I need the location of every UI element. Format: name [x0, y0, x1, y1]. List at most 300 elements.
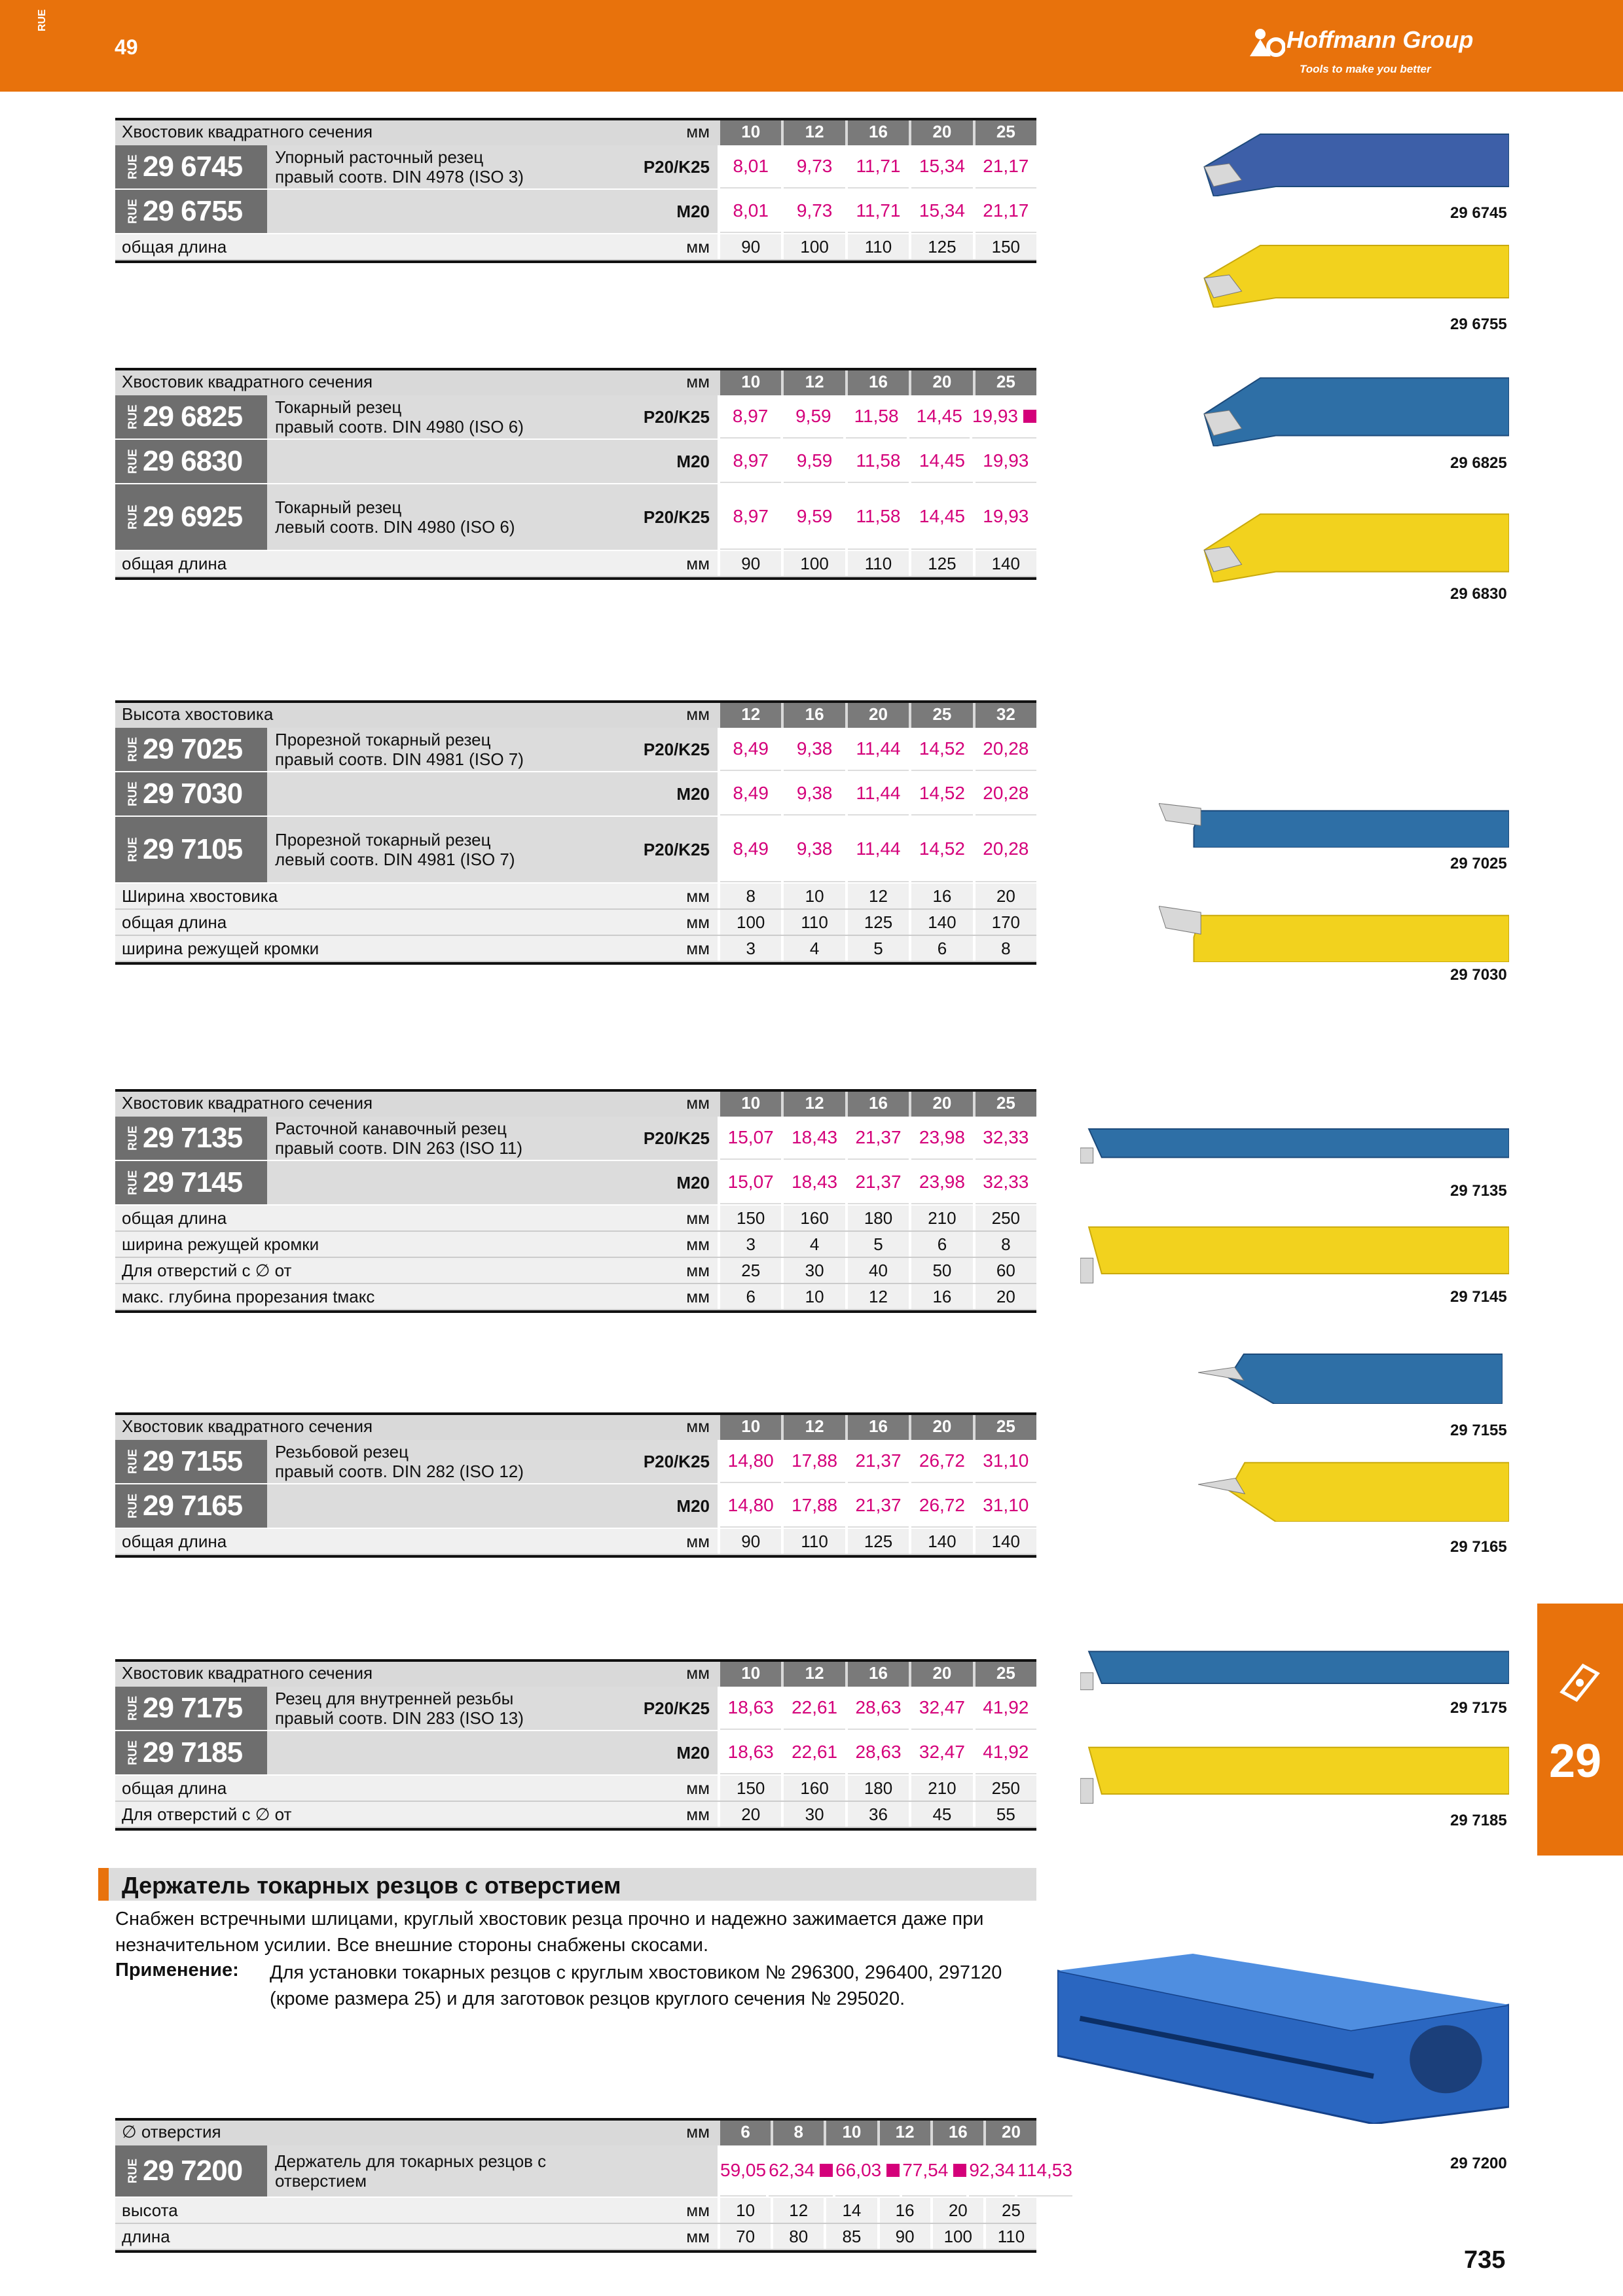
table-bottom-rule [115, 1310, 1036, 1313]
price-cell [784, 772, 845, 816]
product-row [115, 1731, 1036, 1774]
product-row [115, 1161, 1036, 1204]
price-cell [784, 1731, 845, 1774]
header-unit: мм [686, 704, 710, 724]
detail-value: 20 [976, 884, 1036, 908]
size-column: 20 [911, 1415, 972, 1440]
availability-marker [1023, 410, 1036, 423]
detail-value: 160 [784, 1206, 845, 1230]
product-code: 29 6755 [143, 195, 243, 227]
detail-unit: мм [600, 1776, 718, 1801]
product-code: 29 7165 [143, 1490, 243, 1522]
product-row [115, 145, 1036, 188]
detail-value: 14 [826, 2198, 877, 2223]
size-column: 25 [976, 1415, 1036, 1440]
size-column: 12 [784, 1662, 845, 1687]
price-cell [911, 1484, 972, 1528]
price: 11,58 [854, 406, 899, 426]
size-column: 12 [784, 1415, 845, 1440]
table-header-row [115, 2118, 1036, 2145]
price-cell [976, 1161, 1036, 1204]
price: 32,47 [919, 1697, 965, 1717]
price: 14,45 [919, 506, 965, 526]
product-description-cell [267, 1484, 600, 1528]
price: 77,54 [902, 2160, 949, 2180]
detail-value: 100 [784, 234, 845, 259]
detail-value: 16 [880, 2198, 930, 2223]
detail-value: 25 [720, 1258, 781, 1283]
detail-label: длина [115, 2224, 600, 2249]
product-description-cell [267, 1440, 600, 1483]
price-cell [784, 190, 845, 233]
size-columns [718, 1662, 1036, 1687]
price: 18,43 [792, 1127, 838, 1147]
header-unit: мм [686, 372, 710, 391]
image-caption: 29 7030 [1450, 966, 1507, 984]
price: 9,38 [796, 783, 833, 803]
price: 18,63 [727, 1697, 774, 1717]
detail-label: общая длина [115, 910, 600, 935]
price: 11,71 [856, 156, 901, 176]
detail-value: 36 [848, 1802, 909, 1827]
price: 19,93 [983, 450, 1029, 471]
price-cell [720, 772, 781, 816]
product-description-cell [267, 1117, 600, 1160]
size-columns [718, 2121, 1036, 2145]
product-description-cell [267, 817, 600, 882]
product-prefix: RUE [126, 1125, 139, 1151]
price-cell [976, 1440, 1036, 1483]
product-code: 29 7185 [143, 1736, 243, 1768]
product-description: правый соотв. DIN 4978 (ISO 3) [275, 167, 524, 187]
detail-value: 140 [911, 1529, 972, 1554]
detail-row [115, 1802, 1036, 1828]
size-column: 16 [784, 703, 845, 728]
size-column: 20 [911, 120, 972, 145]
price: 17,88 [792, 1495, 838, 1515]
price-cell [976, 145, 1036, 188]
product-description: левый соотв. DIN 4981 (ISO 7) [275, 850, 515, 869]
product-row [115, 440, 1036, 483]
price-cells [718, 440, 1036, 483]
price: 11,44 [856, 738, 901, 759]
price: 23,98 [919, 1127, 965, 1147]
size-column: 6 [720, 2121, 771, 2145]
size-column: 25 [911, 703, 972, 728]
lathe-tool-icon [1080, 1224, 1509, 1286]
size-column: 16 [848, 1415, 909, 1440]
table-bottom-rule [115, 1555, 1036, 1558]
product-code-cell [115, 1687, 267, 1730]
detail-value: 20 [976, 1284, 1036, 1309]
size-column: 16 [848, 120, 909, 145]
product-description: правый соотв. DIN 282 (ISO 12) [275, 1462, 524, 1481]
price-cell [848, 772, 909, 816]
lathe-tool-icon [1198, 511, 1509, 583]
lathe-tool-icon [1080, 1127, 1509, 1165]
detail-value: 85 [826, 2224, 877, 2249]
price-cell [720, 1117, 781, 1160]
price: 114,53 [1017, 2160, 1072, 2180]
product-description: Прорезной токарный резец [275, 830, 491, 850]
price-cell [911, 190, 972, 233]
brand-logo [1247, 26, 1509, 79]
product-description: Токарный резец [275, 397, 402, 417]
price-cell [911, 1440, 972, 1483]
detail-value: 125 [911, 551, 972, 576]
image-caption: 29 7155 [1450, 1422, 1507, 1439]
price: 19,93 [972, 406, 1019, 426]
lathe-tool-icon [1159, 798, 1509, 848]
detail-value: 10 [784, 1284, 845, 1309]
price-cell [720, 728, 781, 771]
price-cells [718, 1731, 1036, 1774]
size-column: 10 [826, 2121, 877, 2145]
size-column: 10 [720, 370, 781, 395]
size-columns [718, 1415, 1036, 1440]
price-cells [718, 1440, 1036, 1483]
price-cells [718, 1687, 1036, 1730]
product-grade: P20/K25 [600, 1117, 718, 1160]
header-unit: мм [686, 122, 710, 141]
size-columns [718, 120, 1036, 145]
price-cell [783, 395, 843, 439]
product-row [115, 1117, 1036, 1160]
price-cell [784, 145, 845, 188]
detail-value: 12 [773, 2198, 824, 2223]
price: 21,37 [855, 1127, 902, 1147]
price: 14,52 [919, 738, 965, 759]
detail-values [718, 1776, 1036, 1801]
header-label: Высота хвостовика [122, 704, 274, 724]
section-header [98, 1868, 1036, 1901]
price-cell [848, 817, 909, 882]
price: 32,47 [919, 1742, 965, 1762]
detail-unit: мм [600, 551, 718, 576]
product-code-cell [115, 145, 267, 188]
price-cell [784, 1440, 845, 1483]
size-column: 20 [911, 1662, 972, 1687]
price: 11,58 [856, 506, 901, 526]
price-cell [769, 2145, 833, 2197]
product-description-cell [267, 1161, 600, 1204]
tool-image [1198, 131, 1509, 200]
size-column: 12 [784, 120, 845, 145]
detail-value: 250 [976, 1206, 1036, 1230]
detail-value: 210 [911, 1776, 972, 1801]
detail-row [115, 1258, 1036, 1284]
price-cell [911, 728, 972, 771]
price-cell [848, 145, 909, 188]
size-column: 12 [720, 703, 781, 728]
detail-label: ширина режущей кромки [115, 936, 600, 961]
price: 11,58 [856, 450, 901, 471]
lathe-tool-icon [1198, 1460, 1509, 1522]
price: 9,59 [795, 406, 831, 426]
product-code-cell [115, 395, 267, 439]
price: 21,37 [855, 1450, 902, 1471]
size-column: 16 [933, 2121, 983, 2145]
image-caption: 29 6745 [1450, 204, 1507, 222]
detail-value: 100 [720, 910, 781, 935]
tool-image [1080, 1127, 1509, 1168]
detail-value: 5 [848, 1232, 909, 1257]
size-column: 10 [720, 1092, 781, 1117]
price: 41,92 [983, 1742, 1029, 1762]
product-description: Прорезной токарный резец [275, 730, 491, 749]
product-grade: M20 [600, 772, 718, 816]
detail-value: 110 [784, 1529, 845, 1554]
price-cell [848, 440, 909, 483]
detail-value: 150 [976, 234, 1036, 259]
price-cell [848, 1161, 909, 1204]
header-label: Хвостовик квадратного сечения [122, 122, 373, 141]
image-caption: 29 6830 [1450, 585, 1507, 603]
application-line1: Для установки токарных резцов с круглым хвостовиком № 296300, 296400, 297120 [270, 1962, 1002, 1983]
product-grade: P20/K25 [600, 395, 718, 439]
section-description-line2: незначительном усилии. Все внешние стороны снабжены скосами. [115, 1935, 709, 1956]
price-cell [720, 1687, 781, 1730]
detail-row [115, 884, 1036, 910]
tool-image [1198, 1352, 1503, 1407]
size-column: 8 [773, 2121, 824, 2145]
image-caption: 29 7025 [1450, 855, 1507, 872]
price: 14,45 [916, 406, 962, 426]
price: 19,93 [983, 506, 1029, 526]
detail-value: 140 [911, 910, 972, 935]
detail-values [718, 234, 1036, 259]
product-prefix: RUE [126, 1448, 139, 1475]
detail-row [115, 936, 1036, 962]
price-cell [835, 2145, 900, 2197]
tool-image [1080, 1744, 1509, 1810]
price-cell [848, 190, 909, 233]
detail-value: 80 [773, 2224, 824, 2249]
product-description: Токарный резец [275, 497, 402, 517]
detail-row [115, 1284, 1036, 1310]
detail-unit: мм [600, 1206, 718, 1230]
lathe-tool-icon [1198, 131, 1509, 196]
product-prefix: RUE [126, 1493, 139, 1519]
tool-image [1080, 1649, 1509, 1695]
product-description: правый соотв. DIN 4980 (ISO 6) [275, 417, 524, 437]
price: 8,49 [733, 738, 769, 759]
table-header-row [115, 368, 1036, 395]
product-row [115, 2145, 1072, 2197]
lathe-tool-icon [1159, 900, 1509, 962]
detail-unit: мм [600, 2224, 718, 2249]
price-cells [718, 145, 1036, 188]
detail-value: 60 [976, 1258, 1036, 1283]
price-cell [976, 1484, 1036, 1528]
detail-value: 90 [720, 1529, 781, 1554]
detail-value: 125 [911, 234, 972, 259]
detail-row [115, 910, 1036, 936]
page-header [0, 0, 1623, 92]
section-title: Держатель токарных резцов с отверстием [122, 1872, 621, 1899]
detail-value: 16 [911, 1284, 972, 1309]
image-caption: 29 7185 [1450, 1812, 1507, 1829]
price: 8,49 [733, 838, 769, 859]
size-column: 10 [720, 1662, 781, 1687]
price-cell [720, 440, 781, 483]
detail-label: общая длина [115, 1529, 600, 1554]
detail-unit: мм [600, 936, 718, 961]
detail-row [115, 1776, 1036, 1802]
product-description: правый соотв. DIN 263 (ISO 11) [275, 1138, 522, 1158]
price-cell [848, 1117, 909, 1160]
product-code: 29 7025 [143, 733, 243, 765]
detail-value: 8 [720, 884, 781, 908]
price-cell [784, 817, 845, 882]
detail-value: 5 [848, 936, 909, 961]
product-prefix: RUE [126, 198, 139, 224]
price-cells [718, 1117, 1036, 1160]
image-caption: 29 7175 [1450, 1699, 1507, 1717]
table-header-row [115, 118, 1036, 145]
product-grade: P20/K25 [600, 728, 718, 771]
product-row [115, 395, 1036, 439]
price-cell [720, 1440, 781, 1483]
price: 8,97 [732, 406, 769, 426]
image-caption: 29 7200 [1450, 2155, 1507, 2172]
price-cell [784, 1161, 845, 1204]
size-column: 20 [986, 2121, 1036, 2145]
header-unit: мм [686, 1416, 710, 1436]
detail-value: 20 [720, 1802, 781, 1827]
product-prefix: RUE [126, 154, 139, 180]
detail-value: 50 [911, 1258, 972, 1283]
price: 66,03 [835, 2160, 882, 2180]
detail-values [718, 1258, 1036, 1283]
application-line2: (кроме размера 25) и для заготовок резцов круглого сечения № 295020. [270, 1988, 905, 2009]
price-cell [784, 1687, 845, 1730]
product-code-cell [115, 772, 267, 816]
product-code-cell [115, 484, 267, 550]
tool-image [1159, 798, 1509, 851]
price-cells [718, 772, 1036, 816]
price: 20,28 [983, 783, 1029, 803]
product-code-cell [115, 1484, 267, 1528]
table-header-row [115, 1412, 1036, 1440]
lathe-tool-icon [1198, 242, 1509, 308]
price: 14,80 [727, 1450, 774, 1471]
detail-values [718, 936, 1036, 961]
price: 26,72 [919, 1450, 965, 1471]
price: 18,43 [792, 1172, 838, 1192]
availability-marker [886, 2164, 900, 2177]
detail-unit: мм [600, 1802, 718, 1827]
detail-value: 100 [933, 2224, 983, 2249]
product-code-cell [115, 1117, 267, 1160]
detail-value: 4 [784, 1232, 845, 1257]
price: 32,33 [983, 1172, 1029, 1192]
product-grade: M20 [600, 440, 718, 483]
size-column: 25 [976, 370, 1036, 395]
table-bottom-rule [115, 962, 1036, 965]
product-description: правый соотв. DIN 4981 (ISO 7) [275, 749, 524, 769]
product-description: отверстием [275, 2171, 367, 2191]
product-prefix: RUE [126, 448, 139, 475]
price-cell [784, 1484, 845, 1528]
image-caption: 29 7145 [1450, 1288, 1507, 1306]
price: 11,71 [856, 200, 901, 221]
product-grade: P20/K25 [600, 1440, 718, 1483]
product-description: левый соотв. DIN 4980 (ISO 6) [275, 517, 515, 537]
tool-image [1080, 1224, 1509, 1289]
product-description-cell [267, 440, 600, 483]
price-cells [718, 817, 1036, 882]
image-caption: 29 6755 [1450, 315, 1507, 333]
price: 28,63 [855, 1697, 902, 1717]
detail-values [718, 2224, 1036, 2249]
product-grade: M20 [600, 1484, 718, 1528]
header-label: Хвостовик квадратного сечения [122, 1093, 373, 1113]
detail-values [718, 1529, 1036, 1554]
price-cells [718, 2145, 1072, 2197]
lathe-tool-icon [1080, 1744, 1509, 1806]
header-unit: мм [686, 1093, 710, 1113]
page-number: 735 [1464, 2246, 1506, 2274]
price-cell [976, 484, 1036, 550]
price: 17,88 [792, 1450, 838, 1471]
size-column: 25 [976, 1662, 1036, 1687]
detail-value: 6 [720, 1284, 781, 1309]
detail-value: 3 [720, 936, 781, 961]
product-code-cell [115, 440, 267, 483]
price-cell [848, 1687, 909, 1730]
detail-values [718, 1206, 1036, 1230]
price-cells [718, 190, 1036, 233]
price: 9,59 [796, 506, 833, 526]
price-cell [911, 1687, 972, 1730]
size-column: 10 [720, 120, 781, 145]
product-description: Резец для внутренней резьбы [275, 1689, 514, 1708]
price-cell [976, 1117, 1036, 1160]
price-cell [969, 2145, 1015, 2197]
table-bottom-rule [115, 2250, 1036, 2253]
tool-image [1198, 1460, 1509, 1525]
price: 8,01 [733, 200, 769, 221]
price: 20,28 [983, 738, 1029, 759]
detail-values [718, 2198, 1036, 2223]
price: 11,44 [856, 783, 901, 803]
price: 31,10 [983, 1450, 1029, 1471]
price-cell [976, 817, 1036, 882]
lathe-tool-icon [1198, 1352, 1503, 1404]
tool-image [1057, 1954, 1509, 2127]
table-header-row [115, 1089, 1036, 1117]
detail-value: 140 [976, 1529, 1036, 1554]
header-label: ∅ отверстия [122, 2122, 221, 2142]
table-header-row [115, 700, 1036, 728]
product-row [115, 728, 1036, 771]
side-code: RUE [37, 9, 48, 31]
detail-value: 90 [720, 234, 781, 259]
price-cell [846, 395, 906, 439]
detail-value: 4 [784, 936, 845, 961]
detail-value: 8 [976, 936, 1036, 961]
price: 8,97 [733, 506, 769, 526]
detail-value: 250 [976, 1776, 1036, 1801]
product-row [115, 190, 1036, 233]
detail-value: 125 [848, 910, 909, 935]
detail-value: 10 [720, 2198, 771, 2223]
detail-value: 16 [911, 884, 972, 908]
price-cell [784, 484, 845, 550]
price: 14,80 [727, 1495, 774, 1515]
product-grade: P20/K25 [600, 484, 718, 550]
